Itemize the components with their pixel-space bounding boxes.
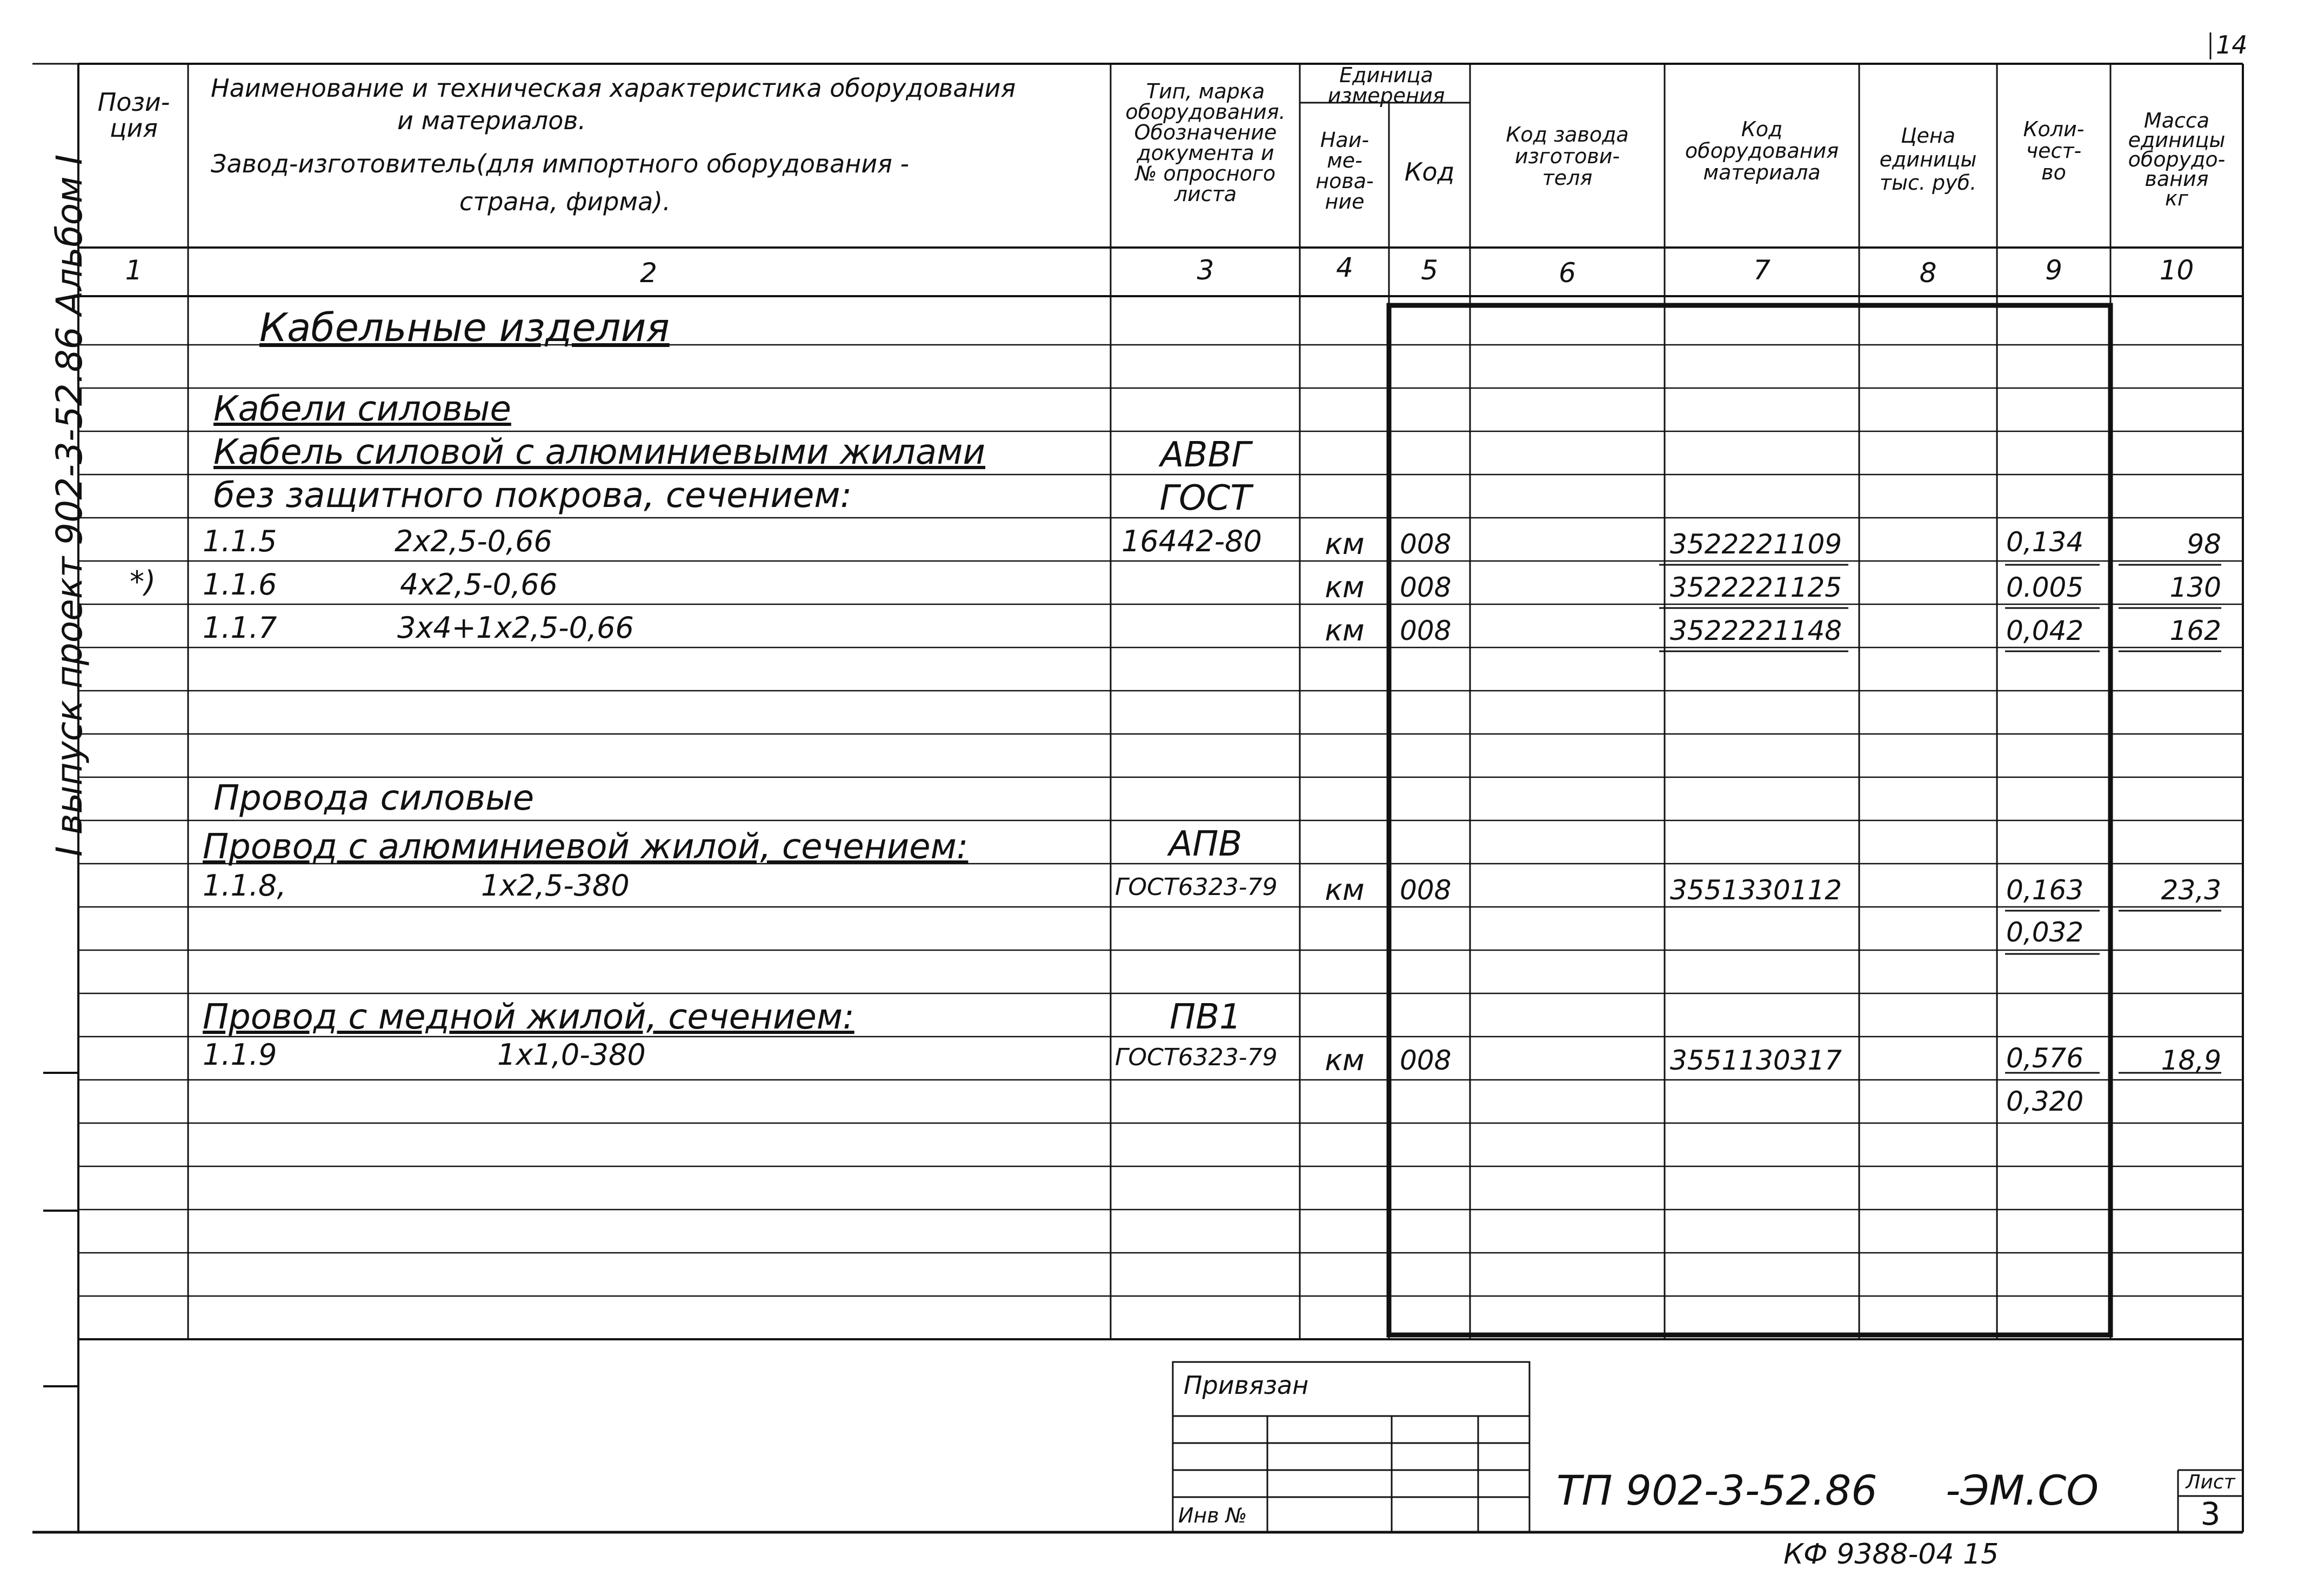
col-number-8: 8: [1919, 257, 1937, 289]
row-4-quantity-2: 0,032: [2006, 917, 2084, 948]
row-5-document: ГОСТ6323-79: [1115, 1044, 1278, 1071]
section-power-wires: Провода силовые: [213, 778, 535, 818]
header-name-line4: страна, фирма).: [459, 187, 671, 216]
row-1-quantity: 0,134: [2006, 526, 2084, 558]
wire-aluminium-type: АПВ: [1168, 824, 1242, 864]
row-4-position: 1.1.8,: [203, 869, 286, 903]
row-2-quantity: 0.005: [2006, 572, 2084, 603]
wire-aluminium-description: Провод с алюминиевой жилой, сечением:: [203, 827, 968, 867]
col-number-5: 5: [1421, 255, 1438, 286]
col-number-2: 2: [640, 257, 657, 289]
header-name-line1: Наименование и техническая характеристика оборудования: [211, 74, 1016, 103]
cable-standard: ГОСТ: [1159, 478, 1252, 518]
row-4-material-code: 3551330112: [1670, 874, 1842, 906]
header-name-line2: и материалов.: [397, 106, 586, 135]
document-suffix: -ЭМ.СО: [1946, 1466, 2099, 1514]
row-2-material-code: 3522221125: [1670, 572, 1842, 603]
row-5-material-code: 3551130317: [1670, 1045, 1842, 1076]
col-number-10: 10: [2159, 255, 2194, 286]
cable-description-2: без защитного покрова, сечением:: [213, 476, 852, 516]
section-power-cables: Кабели силовые: [213, 389, 511, 429]
row-5-quantity: 0,576: [2006, 1043, 2084, 1074]
row-1-mass: 98: [2187, 529, 2221, 560]
row-3-quantity: 0,042: [2006, 615, 2084, 646]
page-corner-number: 14: [2216, 30, 2248, 59]
header-type: Тип, марка оборудования. Обозначение документа и № опросного листа: [1125, 79, 1286, 206]
row-3-code: 008: [1400, 615, 1452, 646]
row-5-code: 008: [1400, 1045, 1452, 1076]
row-2-mark: *): [130, 565, 156, 599]
section-cable-products: Кабельные изделия: [259, 305, 670, 350]
row-5-mass: 18,9: [2161, 1045, 2221, 1076]
row-2-spec: 4х2,5-0,66: [400, 567, 558, 602]
row-3-position: 1.1.7: [203, 611, 277, 645]
col-number-9: 9: [2045, 255, 2062, 286]
header-position: Пози- ция: [97, 88, 170, 143]
wire-copper-description: Провод с медной жилой, сечением:: [203, 997, 854, 1037]
col-number-6: 6: [1559, 257, 1576, 289]
header-name-line3: Завод-изготовитель(для импортного оборудования -: [211, 149, 910, 178]
header-maker-code: Код завода изготови- теля: [1506, 123, 1629, 190]
row-5-position: 1.1.9: [203, 1038, 277, 1072]
row-3-spec: 3х4+1х2,5-0,66: [397, 611, 634, 645]
row-2-unit: км: [1325, 570, 1365, 604]
row-3-unit: км: [1325, 613, 1365, 647]
header-mass: Масса единицы оборудо- вания кг: [2128, 109, 2226, 211]
stamp-bound-label: Привязан: [1184, 1371, 1309, 1400]
header-price: Цена единицы тыс. руб.: [1879, 124, 1977, 195]
row-4-document: ГОСТ6323-79: [1115, 873, 1278, 901]
row-3-material-code: 3522221148: [1670, 615, 1842, 646]
row-4-unit: км: [1325, 873, 1365, 907]
header-unit-group: Единица измерения: [1327, 63, 1445, 108]
header-quantity: Коли- чест- во: [2023, 117, 2085, 184]
cable-type: АВВГ: [1160, 435, 1251, 475]
sheet-number: 3: [2200, 1495, 2221, 1532]
row-2-position: 1.1.6: [203, 567, 277, 602]
row-2-code: 008: [1400, 572, 1452, 603]
row-4-mass: 23,3: [2161, 874, 2221, 906]
row-5-spec: 1х1,0-380: [497, 1038, 646, 1072]
footer-note: КФ 9388-04 15: [1783, 1538, 1999, 1571]
row-3-mass: 162: [2169, 615, 2221, 646]
sheet-label: Лист: [2186, 1471, 2235, 1493]
col-number-1: 1: [125, 255, 143, 286]
col-number-7: 7: [1753, 255, 1771, 286]
row-5-quantity-2: 0,320: [2006, 1086, 2084, 1117]
header-material-code: Код оборудования материала: [1685, 117, 1839, 184]
header-unit-name: Наи- ме- нова- ние: [1315, 128, 1374, 213]
cable-standard-number: 16442-80: [1121, 524, 1262, 558]
header-unit-code: Код: [1404, 157, 1455, 186]
col-number-3: 3: [1197, 255, 1214, 286]
wire-copper-type: ПВ1: [1170, 997, 1241, 1037]
row-1-code: 008: [1400, 529, 1452, 560]
side-label: I выпуск проект 902-3-52.86 Альбом I: [49, 154, 90, 857]
stamp-inventory-label: Инв №: [1178, 1504, 1247, 1527]
row-5-unit: км: [1325, 1043, 1365, 1077]
row-1-position: 1.1.5: [203, 524, 277, 558]
row-1-spec: 2х2,5-0,66: [395, 524, 552, 558]
row-4-code: 008: [1400, 874, 1452, 906]
row-1-material-code: 3522221109: [1670, 529, 1842, 560]
row-4-quantity: 0,163: [2006, 874, 2084, 906]
row-2-mass: 130: [2169, 572, 2221, 603]
document-code: ТП 902-3-52.86: [1557, 1466, 1878, 1514]
cable-description-1: Кабель силовой с алюминиевыми жилами: [213, 432, 986, 472]
row-1-unit: км: [1325, 527, 1365, 561]
row-4-spec: 1х2,5-380: [481, 869, 630, 903]
col-number-4: 4: [1336, 252, 1353, 283]
